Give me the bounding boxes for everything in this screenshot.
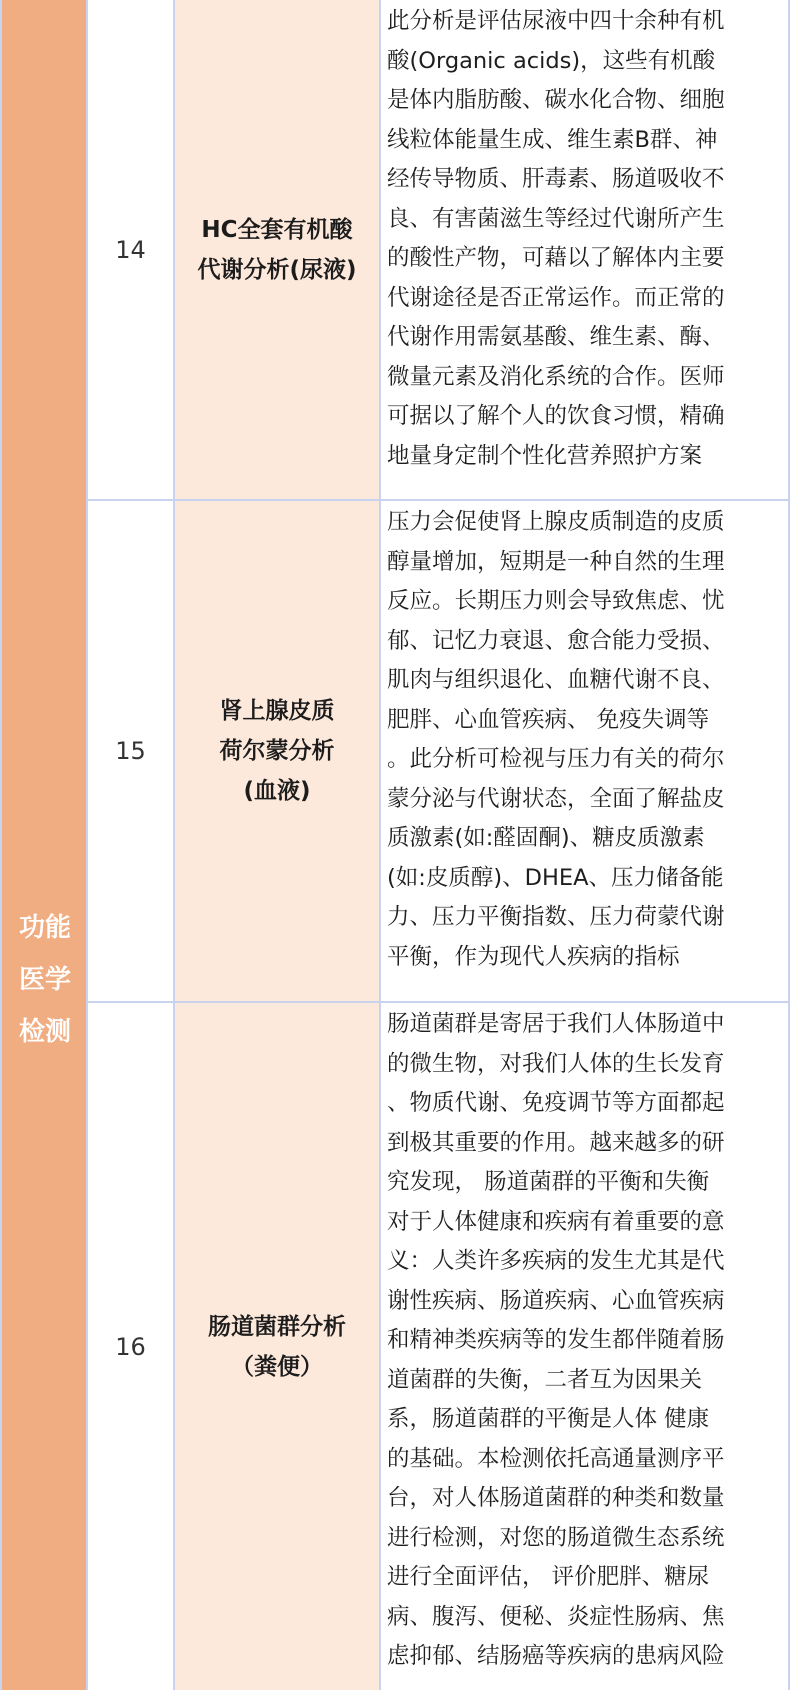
row-number-15: 15 bbox=[88, 501, 175, 1003]
test-name-adrenal-hormone: 肾上腺皮质 荷尔蒙分析 (血液) bbox=[175, 501, 381, 1003]
test-name-organic-acids: HC全套有机酸 代谢分析(尿液) bbox=[175, 0, 381, 501]
category-label: 功能 医学 检测 bbox=[18, 913, 71, 1047]
test-description-adrenal-hormone: 压力会促使肾上腺皮质制造的皮质 醇量增加，短期是一种自然的生理 反应。长期压力则会导致焦虑、忧 郁、记忆力衰退、愈合能力受损、 肌肉与组织退化、血糖代谢不良、 肥胖、心血管疾病、 免疫失调等 。此分析可检视与压力有关的荷尔 蒙分泌与代谢状态，全面了解盐皮 质激素(如:醛固酮)、糖皮质激素 (如:皮质醇)、DHEA、压力储备能 力、压力平衡指数、压力荷蒙代谢 平衡，作为现代人疾病的指标 bbox=[381, 501, 790, 1003]
category-cell bbox=[0, 0, 88, 1690]
row-number-16: 16 bbox=[88, 1003, 175, 1690]
test-name-gut-microbiota: 肠道菌群分析 （粪便） bbox=[175, 1003, 381, 1690]
test-description-gut-microbiota: 肠道菌群是寄居于我们人体肠道中 的微生物，对我们人体的生长发育 、物质代谢、免疫调节等方面都起 到极其重要的作用。越来越多的研 究发现， 肠道菌群的平衡和失衡 对于人体健康和疾病有着重要的意 义：人类许多疾病的发生尤其是代 谢性疾病、肠道疾病、心血管疾病 和精神类疾病等的发生都伴随着肠 道菌群的失衡，二者互为因果关 系，肠道菌群的平衡是人体 健康 的基础。本检测依托高通量测序平 台，对人体肠道菌群的种类和数量 进行检测，对您的肠道微生态系统 进行全面评估， 评价肥胖、糖尿 病、腹泻、便秘、炎症性肠病、焦 虑抑郁、结肠癌等疾病的患病风险 bbox=[381, 1003, 790, 1690]
row-number-14: 14 bbox=[88, 0, 175, 501]
test-description-organic-acids: 此分析是评估尿液中四十余种有机 酸(Organic acids)，这些有机酸 是体内脂肪酸、碳水化合物、细胞 线粒体能量生成、维生素B群、神 经传导物质、肝毒素、肠道吸收不 良、有害菌滋生等经过代谢所产生 的酸性产物，可藉以了解体内主要 代谢途径是否正常运作。而正常的 代谢作用需氨基酸、维生素、酶、 微量元素及消化系统的合作。医师 可据以了解个人的饮食习惯，精确 地量身定制个性化营养照护方案 bbox=[381, 0, 790, 501]
